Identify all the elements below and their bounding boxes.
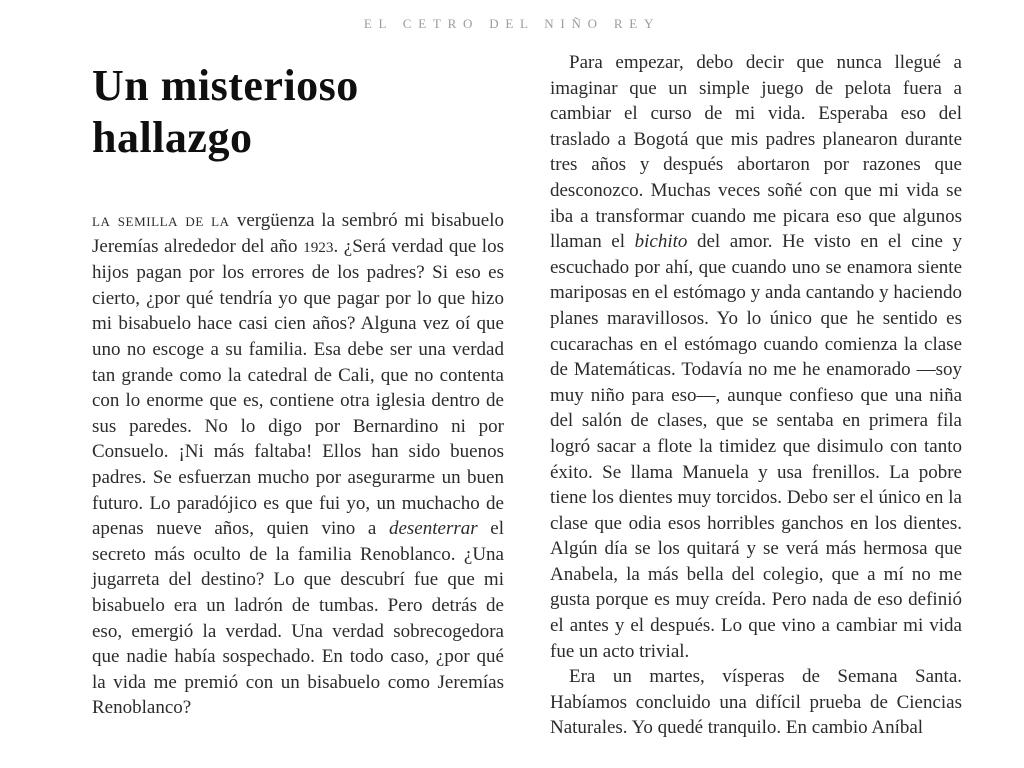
body-text: vergüenza la sembró mi bisabuelo Jeremías alrededor del año — [92, 210, 504, 257]
text-columns — [92, 0, 962, 768]
paragraph — [550, 50, 962, 664]
paragraph — [92, 208, 504, 721]
italic-text: desenterrar — [388, 518, 478, 540]
smallcaps-text: la semilla de la — [92, 210, 237, 231]
body-text: Era un martes, vísperas de Semana Santa. Habíamos concluido una difícil prueba de Ciencias Naturales. Yo quedé tranquilo. En cambio Aníbal — [550, 666, 962, 739]
running-header: EL CETRO DEL NIÑO REY — [363, 16, 661, 31]
italic-text: bichito — [634, 231, 688, 253]
oldstyle-figures: 1923 — [303, 238, 334, 256]
chapter-title: Un misterioso hallazgo — [92, 61, 359, 162]
right-column — [550, 0, 962, 768]
left-column — [92, 0, 504, 768]
body-text: Para empezar, debo decir que nunca llegué a imaginar que un simple juego de pelota fuera a cambiar el curso de mi vida. Esperaba eso del traslado a Bogotá que mis padres planearon durante tres años y después abortaron por razones que desconozco. Muchas veces soñé con que mi vida se iba a transformar cuando me picara eso que algunos llaman el — [550, 52, 962, 253]
body-text: . ¿Será verdad que los hijos pagan por los errores de los padres? Si eso es cierto, ¿por qué tendría yo que pagar por lo que hizo mi bisabuelo hace casi cien años? Alguna vez oí que uno no escoge a su familia. Esa debe ser una verdad tan grande como la catedral de Cali, que no contenta con lo enorme que es, contiene otra iglesia dentro de sus paredes. No lo digo por Bernardino ni por Consuelo. ¡Ni más faltaba! Ellos han sido buenos padres. Se esfuerzan mucho por asegurarme un buen futuro. Lo paradójico es que fui yo, un muchacho de apenas nueve años, quien vino a — [92, 235, 504, 540]
body-text: del amor. He visto en el cine y escuchado por ahí, que cuando uno se enamora siente mariposas en el estómago y anda cantando y haciendo planes maravillosos. Yo lo único que he sentido es cucarachas en el estómago cuando comienza la clase de Matemáticas. Todavía no me he enamorado —soy muy niño para eso—, aunque confieso que una niña del salón de clases, que se sentaba en primera fila logró sacar a flote la timidez que disimulo con tanto éxito. Se llama Manuela y usa frenillos. La pobre tiene los dientes muy torcidos. Debo ser el único en la clase que odia esos horribles ganchos en los dientes. Algún día se los quitará y se verá más hermosa que Anabela, la más bella del colegio, que a mí no me gusta porque es muy creída. Pero nada de eso definió el antes y el después. Lo que vino a cambiar mi vida fue un acto trivial. — [550, 231, 962, 662]
paragraph — [550, 664, 962, 741]
right-column-paragraphs — [550, 50, 962, 741]
body-text: el secreto más oculto de la familia Renoblanco. ¿Una jugarreta del destino? Lo que descubrí fue que mi bisabuelo era un ladrón de tumbas. Pero detrás de eso, emergió la verdad. Una verdad sobrecogedora que nadie había sospechado. En todo caso, ¿por qué la vida me premió con un bisabuelo como Jeremías Renoblanco? — [92, 518, 505, 719]
left-column-paragraphs — [92, 208, 504, 721]
